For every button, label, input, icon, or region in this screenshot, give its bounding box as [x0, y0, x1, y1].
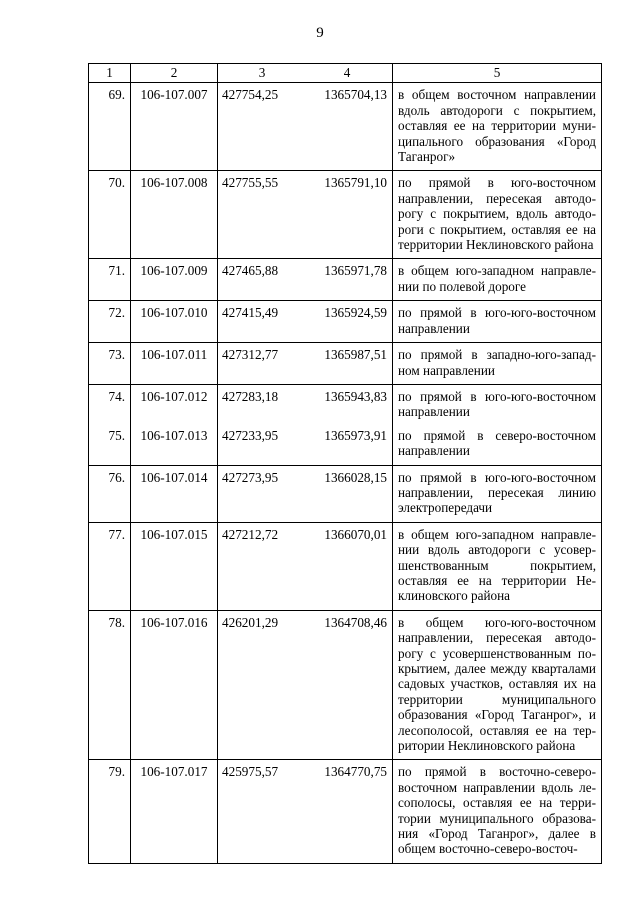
table-row	[89, 424, 602, 465]
point-code: 106-107.010	[131, 301, 218, 343]
row-number: 72.	[89, 301, 131, 343]
row-number: 77.	[89, 522, 131, 610]
point-code: 106-107.013	[131, 424, 218, 465]
coord-x: 427415,49	[218, 301, 303, 343]
coord-x: 427212,72	[218, 522, 303, 610]
boundary-description: по прямой в северо-восточном направлении	[393, 424, 602, 465]
boundary-description: в общем юго-западном направлении по полевой дороге	[393, 259, 602, 301]
point-code: 106-107.017	[131, 760, 218, 863]
row-number: 78.	[89, 610, 131, 760]
table-row	[89, 171, 602, 259]
coord-x: 427754,25	[218, 83, 303, 171]
point-code: 106-107.015	[131, 522, 218, 610]
header-col-2: 2	[131, 64, 218, 83]
coord-y: 1365924,59	[302, 301, 393, 343]
header-col-4: 4	[302, 64, 393, 83]
boundary-description: в общем юго-юго-восточном направлении, пересекая автодорогу с усовершенствованным покрытием, далее между кварталами садовых участков, оставляя их на территории муниципального образования «Город Таганрог», и лесополосой, оставляя ее на территории Неклиновского района	[393, 610, 602, 760]
row-number: 76.	[89, 465, 131, 522]
row-number: 73.	[89, 343, 131, 385]
coord-y: 1366070,01	[302, 522, 393, 610]
page-number: 9	[316, 25, 324, 41]
table-row	[89, 384, 602, 423]
table-row	[89, 343, 602, 385]
coord-y: 1365791,10	[302, 171, 393, 259]
boundary-description: по прямой в юго-юго-восточном направлении	[393, 301, 602, 343]
point-code: 106-107.012	[131, 384, 218, 423]
boundary-description: в общем восточном направлении вдоль автодороги с покрытием, оставляя ее на территории муниципального образования «Город Таганрог»	[393, 83, 602, 171]
row-number: 79.	[89, 760, 131, 863]
coord-y: 1365973,91	[302, 424, 393, 465]
point-code: 106-107.016	[131, 610, 218, 760]
row-number: 71.	[89, 259, 131, 301]
table-header-row	[89, 64, 602, 83]
coord-x: 427233,95	[218, 424, 303, 465]
table-row	[89, 83, 602, 171]
boundary-description: в общем юго-западном направлении вдоль автодороги с усовершенствованным покрытием, оставляя ее на территории Неклиновского района	[393, 522, 602, 610]
coord-y: 1365943,83	[302, 384, 393, 423]
coord-x: 426201,29	[218, 610, 303, 760]
point-code: 106-107.008	[131, 171, 218, 259]
coord-x: 427755,55	[218, 171, 303, 259]
row-number: 75.	[89, 424, 131, 465]
boundary-description: по прямой в юго-юго-восточном направлении, пересекая линию электропередачи	[393, 465, 602, 522]
point-code: 106-107.014	[131, 465, 218, 522]
table-row	[89, 259, 602, 301]
coord-x: 427465,88	[218, 259, 303, 301]
point-code: 106-107.009	[131, 259, 218, 301]
coord-y: 1365971,78	[302, 259, 393, 301]
row-number: 69.	[89, 83, 131, 171]
coord-x: 427312,77	[218, 343, 303, 385]
row-number: 70.	[89, 171, 131, 259]
boundary-description: по прямой в юго-юго-восточном направлении	[393, 384, 602, 423]
table-row	[89, 760, 602, 863]
coord-y: 1364708,46	[302, 610, 393, 760]
boundary-description: по прямой в западно-юго-западном направлении	[393, 343, 602, 385]
table-row	[89, 522, 602, 610]
boundary-description: по прямой в восточно-северо-восточном направлении вдоль лесополосы, оставляя ее на территории муниципального образования «Город Таганрог», далее в общем восточно-северо-восточ-	[393, 760, 602, 863]
point-code: 106-107.011	[131, 343, 218, 385]
header-col-5: 5	[393, 64, 602, 83]
coord-y: 1365704,13	[302, 83, 393, 171]
coord-x: 425975,57	[218, 760, 303, 863]
coord-x: 427283,18	[218, 384, 303, 423]
table-row	[89, 465, 602, 522]
point-code: 106-107.007	[131, 83, 218, 171]
header-col-3: 3	[218, 64, 303, 83]
table-row	[89, 610, 602, 760]
coord-x: 427273,95	[218, 465, 303, 522]
coord-y: 1366028,15	[302, 465, 393, 522]
coord-y: 1365987,51	[302, 343, 393, 385]
boundary-points-table	[88, 63, 602, 864]
table-row	[89, 301, 602, 343]
header-col-1: 1	[89, 64, 131, 83]
row-number: 74.	[89, 384, 131, 423]
coord-y: 1364770,75	[302, 760, 393, 863]
boundary-description: по прямой в юго-восточном направлении, пересекая автодорогу с покрытием, вдоль автодороги с покрытием, оставляя ее на территории Неклиновского района	[393, 171, 602, 259]
